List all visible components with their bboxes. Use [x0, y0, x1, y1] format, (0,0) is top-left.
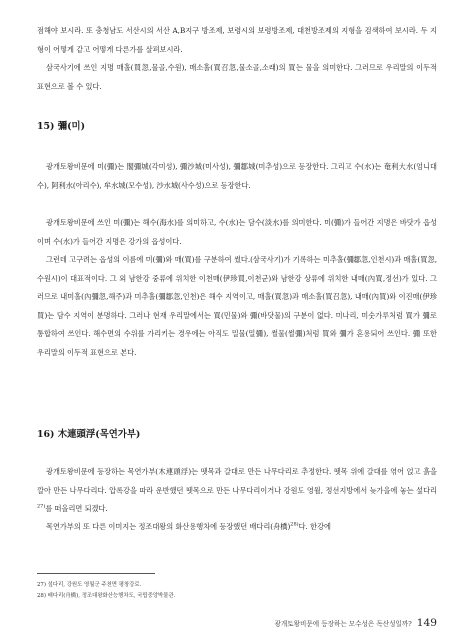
- paragraph-4: 광개토왕비문에 쓰인 미(彌)는 해수(海水)를 의미하고, 수(水)는 담수(淡水)를 의미한다. 미(彌)가 들어간 지명은 바닷가 읍성이며 수(水)가 들어간 지명은 강가의 읍성이다.: [37, 218, 437, 246]
- footnote-28: 28) 배다리(舟橋), 정조대왕화산능행차도, 국립중앙박물관.: [37, 593, 176, 599]
- running-title: 광개토왕비문에 등장하는 모수성은 독산성일까?: [274, 620, 412, 628]
- paragraph-7-text: 목연가부의 또 다른 이미지는 정조대왕의 화산용행차에 등장했던 배다리(舟橋): [46, 522, 291, 531]
- section-heading-15: 15) 彌(미): [37, 121, 86, 132]
- paragraph-1: 점해야 보시라. 또 충청남도 서산시의 서산 A,B지구 방조제, 보령시의 보령방조제, 대천방조제의 지형을 검색하여 보시라. 두 지형이 어떻게 같고 어떻게 다른가를 살펴보시라.: [37, 26, 437, 54]
- section-heading-16: 16) 木連頭浮(목연가부): [37, 429, 141, 440]
- paragraph-7: [37, 518, 437, 537]
- paragraph-7-tail: 다. 한강에: [298, 522, 331, 531]
- footnote-divider: [37, 573, 155, 574]
- paragraph-6-tail: 를 떠올리면 되겠다.: [45, 504, 108, 513]
- paragraph-5: 그런데 고구려는 읍성의 이름에 미(彌)와 매(買)를 구분하여 썼다.(삼국사기)가 기록하는 미추홀(彌鄒忽,인천시)과 매홀(買忽,수원시)이 대표적이다. 그 외 남한강 중류에 위치한 이천매(伊珍買,이천군)와 남한강 상류에 위치한 내매(內買,정선)가 있다. 그러므로 내미홀(內彌忽,해주)과 미추홀(彌鄒忽,인천)은 해수 지역이고, 매홀(買忽)과 매소홀(買召忽), 내매(內買)와 이진매(伊珍買)는 담수 지역이 분명하다. 그러나 현재 우리말에서는 買(민물)와 彌(바닷물)의 구분이 없다. 미나리, 미숫가루처럼 買가 彌로 통합하여 쓰인다. 해수면의 수위를 가리키는 경우에는 아직도 밀물(밀彌), 썰물(썰彌)처럼 買와 彌가 혼용되어 쓰인다. 彌 또한 우리말의 이두적 표현으로 본다.: [37, 255, 437, 357]
- paragraph-6-text: 광개토왕비문에 등장하는 목연가부(木連頭浮)는 뗏목과 갈대로 만든 나무다리로 추정한다. 뗏목 위에 갈대를 엮어 얹고 흙을 깔아 만든 나무다리다. 압록강을 따라 운반했던 뗏목으로 만든 나무다리이거나 강원도 영월, 정선지방에서 늦가을에 놓는 섶다리: [37, 467, 437, 495]
- paragraph-6: [37, 463, 437, 519]
- page-number: 149: [416, 617, 437, 629]
- footnote-ref-28: 28): [290, 521, 299, 528]
- footnote-ref-27: 27): [37, 503, 46, 510]
- paragraph-2: 삼국사기에 쓰인 지명 매홀(買忽,물골,수원), 매소홀(買召忽,물소골,소래)의 買는 물을 의미한다. 그러므로 우리말의 이두적 표현으로 볼 수 있다.: [37, 63, 437, 91]
- page-footer: [275, 617, 437, 629]
- footnote-27: 27) 섶다리, 강원도 영월군 주천면 평창강로.: [37, 582, 142, 588]
- paragraph-3: 광개토왕비문에 미(彌)는 閣彌城(각미성), 彌沙城(미사성), 彌鄒城(미추성)으로 등장한다. 그리고 수(水)는 奄利大水(엄니대수), 阿利水(아리수), 牟水城(모수성), 沙水城(사수성)으로 등장한다.: [37, 162, 437, 190]
